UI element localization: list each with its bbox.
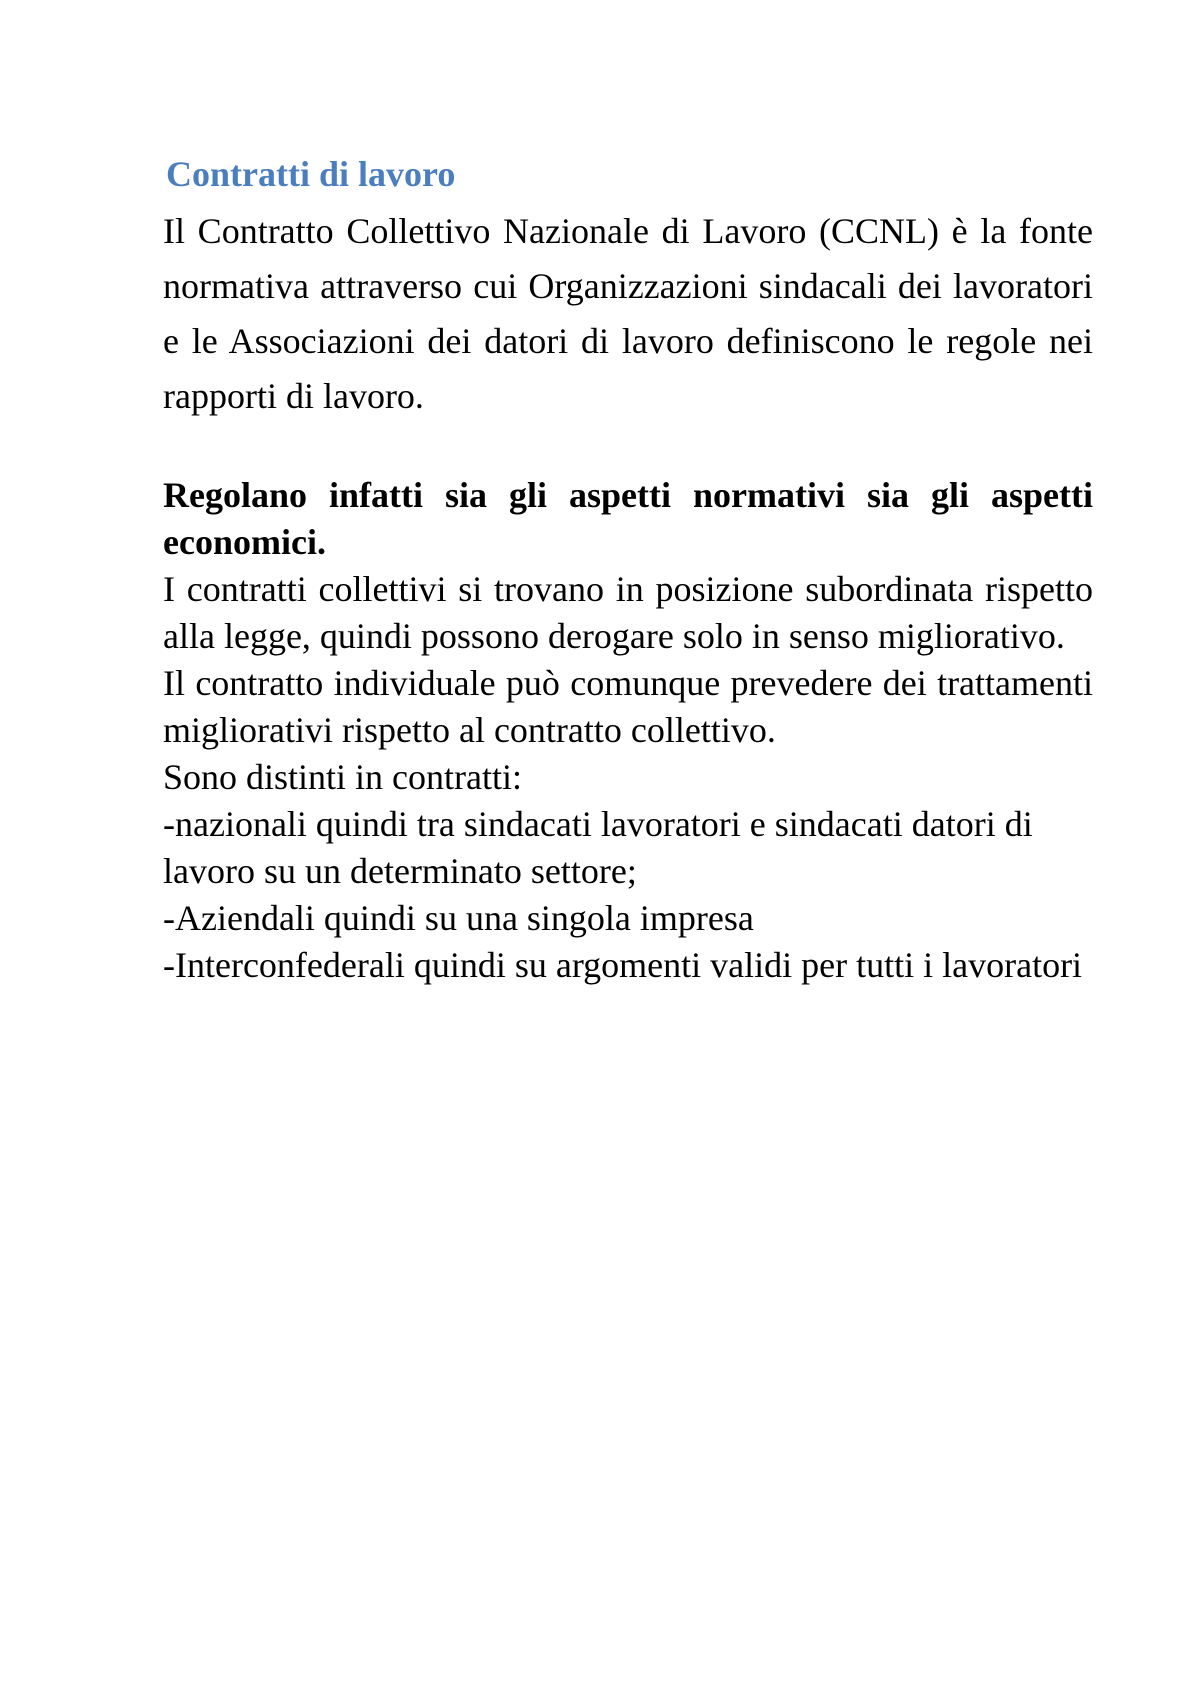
list-intro: Sono distinti in contratti: xyxy=(163,757,522,797)
intro-paragraph: Il Contratto Collettivo Nazionale di Lavoro (CCNL) è la fonte normativa attraverso cui Organizzazioni sindacali dei lavoratori e le Associazioni dei datori di lavoro definiscono le regole nei rapporti di lavoro. xyxy=(163,211,1093,416)
list-item-nazionali: -nazionali quindi tra sindacati lavoratori e sindacati datori di lavoro su un determinato settore; xyxy=(163,804,1033,891)
list-item-aziendali: -Aziendali quindi su una singola impresa xyxy=(163,898,754,938)
document-title: Contratti di lavoro xyxy=(166,154,456,194)
individual-contract-paragraph: Il contratto individuale può comunque prevedere dei trattamenti migliorativi rispetto al contratto collettivo. xyxy=(163,663,1093,750)
list-item-interconfederali: -Interconfederali quindi su argomenti validi per tutti i lavoratori xyxy=(163,945,1083,985)
subordination-paragraph: I contratti collettivi si trovano in posizione subordinata rispetto alla legge, quindi possono derogare solo in senso migliorativo. xyxy=(163,569,1093,656)
document-body xyxy=(163,150,1093,989)
bold-statement: Regolano infatti sia gli aspetti normativi sia gli aspetti economici. xyxy=(163,475,1093,562)
